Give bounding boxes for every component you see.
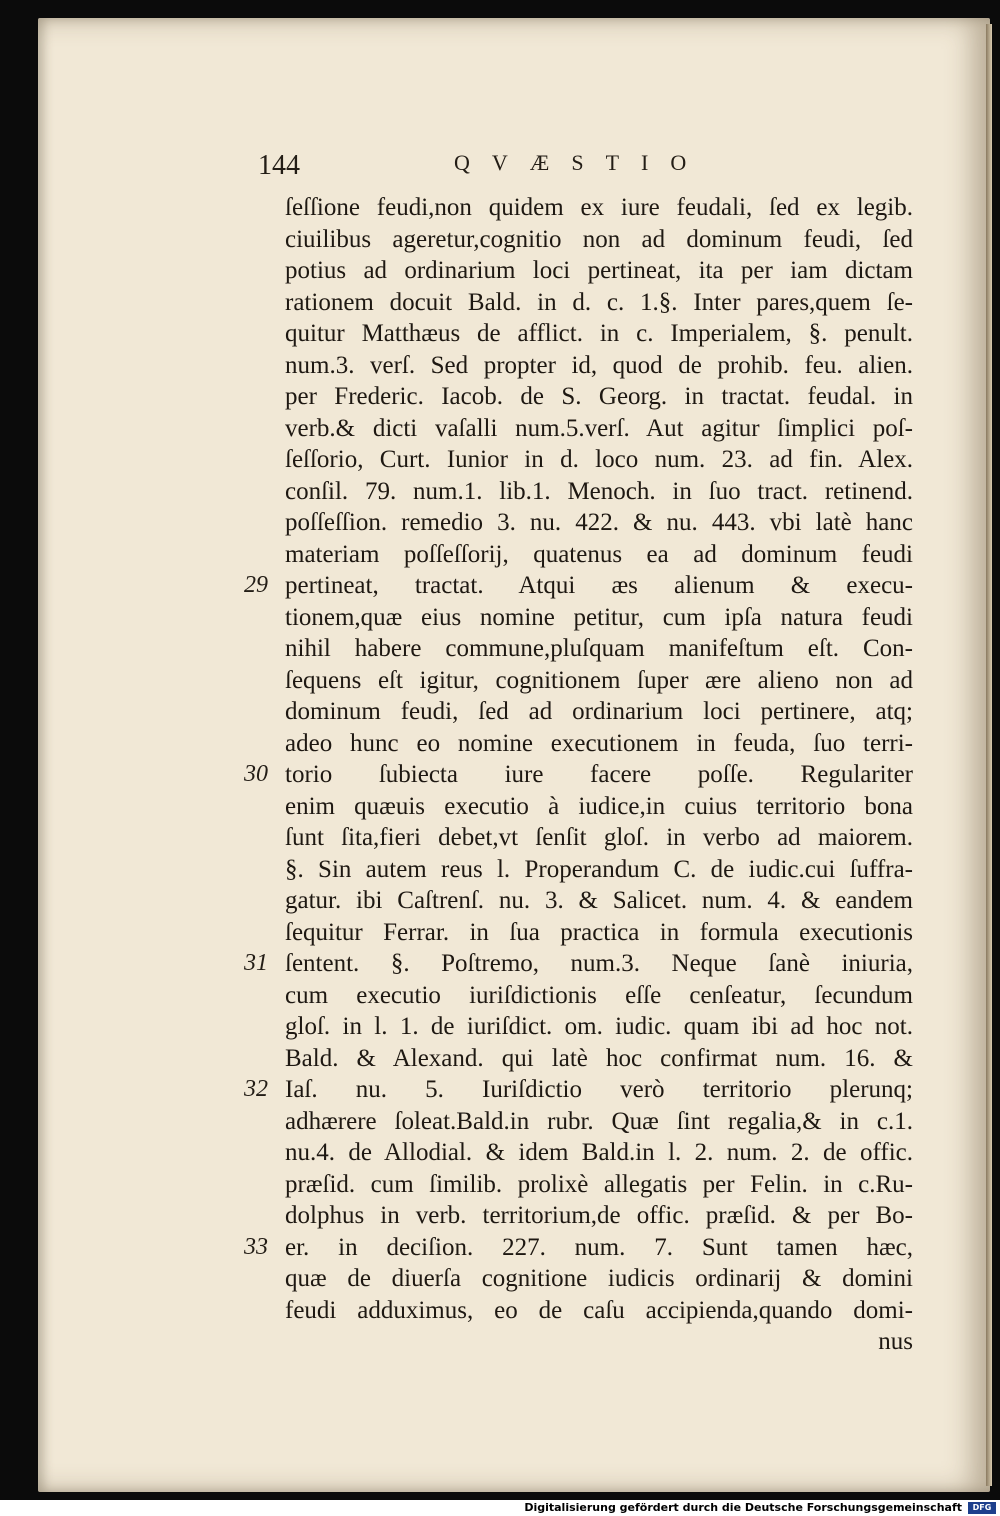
text-line: quitur Matthæus de afflict. in c. Imperialem, §. penult. bbox=[285, 320, 913, 347]
text-line: quæ de diuerſa cognitione iudicis ordinarij & domini bbox=[285, 1265, 913, 1292]
dfg-logo: DFG bbox=[968, 1502, 996, 1514]
text-line: nus bbox=[878, 1328, 913, 1355]
text-line: gloſ. in l. 1. de iuriſdict. om. iudic. quam ibi ad hoc not. bbox=[285, 1013, 913, 1040]
margin-number: 29 bbox=[244, 572, 268, 598]
body-text bbox=[285, 192, 913, 1358]
text-line: adeo hunc eo nomine executionem in feuda, ſuo terri- bbox=[285, 729, 913, 757]
text-line: num.3. verſ. Sed propter id, quod de prohib. feu. alien. bbox=[285, 351, 913, 379]
text-line: nu.4. de Allodial. & idem Bald.in l. 2. num. 2. de offic. bbox=[285, 1139, 913, 1166]
page-number: 144 bbox=[258, 150, 300, 181]
text-line: er. in deciſion. 227. num. 7. Sunt tamen hæc, bbox=[285, 1233, 913, 1261]
text-line: adhærere ſoleat.Bald.in rubr. Quæ ſint regalia,& in c.1. bbox=[285, 1107, 913, 1135]
margin-number: 33 bbox=[244, 1233, 268, 1260]
text-line: ſequitur Ferrar. in ſua practica in formula executionis bbox=[285, 918, 913, 946]
text-line: ſequens eſt igitur, cognitionem ſuper ære alieno non ad bbox=[285, 666, 913, 694]
page-edge bbox=[986, 24, 992, 1486]
text-line: poſſeſſion. remedio 3. nu. 422. & nu. 443. vbi latè hanc bbox=[285, 509, 913, 536]
text-line: Iaſ. nu. 5. Iuriſdictio verò territorio plerunq; bbox=[285, 1076, 913, 1103]
text-line: ſeſſione feudi,non quidem ex iure feudali, ſed ex legib. bbox=[285, 194, 913, 221]
text-line: materiam poſſeſſorij, quatenus ea ad dominum feudi bbox=[285, 540, 913, 568]
text-line: Bald. & Alexand. qui latè hoc confirmat num. 16. & bbox=[285, 1044, 913, 1072]
text-line: ſeſſorio, Curt. Iunior in d. loco num. 23. ad fin. Alex. bbox=[285, 446, 913, 473]
text-line: rationem docuit Bald. in d. c. 1.§. Inter pares,quem ſe- bbox=[285, 288, 913, 316]
text-line: dominum feudi, ſed ad ordinarium loci pertinere, atq; bbox=[285, 698, 913, 725]
text-line: ciuilibus ageretur,cognitio non ad dominum feudi, ſed bbox=[285, 225, 913, 253]
text-line: pertineat, tractat. Atqui æs alienum & execu- bbox=[285, 572, 913, 599]
text-line: torio ſubiecta iure facere poſſe. Regulariter bbox=[285, 761, 913, 788]
text-line: verb.& dicti vaſalli num.5.verſ. Aut agitur ſimplici poſ- bbox=[285, 414, 913, 442]
text-line: nihil habere commune,pluſquam manifeſtum eſt. Con- bbox=[285, 635, 913, 662]
text-line: §. Sin autem reus l. Properandum C. de iudic.cui ſuffra- bbox=[285, 855, 913, 883]
text-line: dolphus in verb. territorium,de offic. præſid. & per Bo- bbox=[285, 1202, 913, 1229]
text-line: per Frederic. Iacob. de S. Georg. in tractat. feudal. in bbox=[285, 383, 913, 410]
text-line: cum executio iuriſdictionis eſſe cenſeatur, ſecundum bbox=[285, 981, 913, 1009]
text-line: præſid. cum ſimilib. prolixè allegatis per Felin. in c.Ru- bbox=[285, 1170, 913, 1198]
running-title: QVÆSTIO bbox=[454, 150, 709, 175]
text-line: tionem,quæ eius nomine petitur, cum ipſa natura feudi bbox=[285, 603, 913, 631]
text-line: gatur. ibi Caſtrenſ. nu. 3. & Salicet. num. 4. & eandem bbox=[285, 887, 913, 914]
text-line: feudi adduximus, eo de caſu accipienda,quando domi- bbox=[285, 1296, 913, 1324]
text-line: potius ad ordinarium loci pertineat, ita per iam dictam bbox=[285, 257, 913, 284]
footer-credit: Digitalisierung gefördert durch die Deutsche Forschungsgemeinschaft bbox=[524, 1501, 962, 1514]
margin-number: 32 bbox=[244, 1076, 268, 1102]
margin-number: 31 bbox=[244, 950, 268, 976]
text-line: enim quæuis executio à iudice,in cuius territorio bona bbox=[285, 792, 913, 820]
text-line: ſunt ſita,fieri debet,vt ſenſit gloſ. in verbo ad maiorem. bbox=[285, 824, 913, 851]
text-line: conſil. 79. num.1. lib.1. Menoch. in ſuo tract. retinend. bbox=[285, 477, 913, 505]
page-header bbox=[258, 150, 728, 186]
margin-number: 30 bbox=[244, 761, 268, 787]
text-line: ſentent. §. Poſtremo, num.3. Neque ſanè iniuria, bbox=[285, 950, 913, 977]
